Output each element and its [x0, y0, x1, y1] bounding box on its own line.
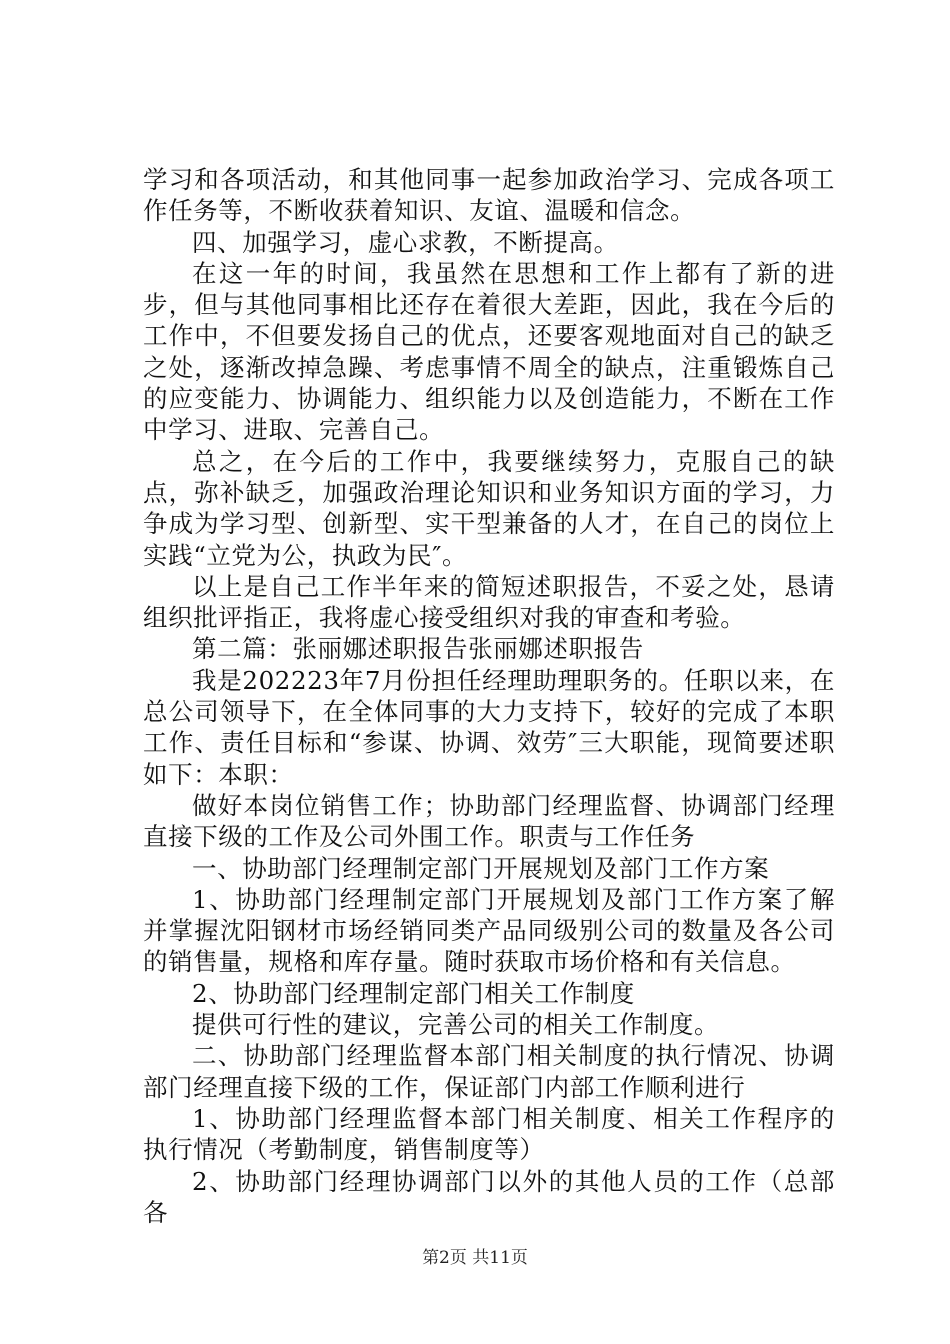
- paragraph: 1、协助部门经理制定部门开展规划及部门工作方案了解并掌握沈阳钢材市场经销同类产品同级别公司的数量及各公司的销售量，规格和库存量。随时获取市场价格和有关信息。: [143, 884, 835, 977]
- page-number-footer: 第2页 共11页: [422, 1248, 528, 1268]
- paragraph: 在这一年的时间，我虽然在思想和工作上都有了新的进步，但与其他同事相比还存在着很大差距，因此，我在今后的工作中，不但要发扬自己的优点，还要客观地面对自己的缺乏之处，逐渐改掉急躁、考虑事情不周全的缺点，注重锻炼自己的应变能力、协调能力、组织能力以及创造能力，不断在工作中学习、进取、完善自己。: [143, 258, 835, 445]
- section-heading: 四、加强学习，虚心求教，不断提高。: [192, 227, 619, 257]
- paragraph: 2、协助部门经理协调部门以外的其他人员的工作（总部各: [143, 1166, 835, 1227]
- chapter-heading: 第二篇：张丽娜述职报告张丽娜述职报告: [192, 634, 644, 664]
- paragraph: 总之，在今后的工作中，我要继续努力，克服自己的缺点，弥补缺乏，加强政治理论知识和业务知识方面的学习，力争成为学习型、创新型、实干型兼备的人才，在自己的岗位上实践“立党为公，执政为民″。: [143, 446, 835, 570]
- paragraph: 2、协助部门经理制定部门相关工作制度: [192, 978, 635, 1008]
- paragraph: 1、协助部门经理监督本部门相关制度、相关工作程序的执行情况（考勤制度，销售制度等）: [143, 1103, 835, 1165]
- paragraph: 以上是自己工作半年来的简短述职报告，不妥之处，恳请组织批评指正，我将虚心接受组织对我的审查和考验。: [143, 571, 835, 633]
- section-heading: 一、协助部门经理制定部门开展规划及部门工作方案: [192, 853, 770, 883]
- paragraph: 学习和各项活动，和其他同事一起参加政治学习、完成各项工作任务等，不断收获着知识、友谊、温暖和信念。: [143, 165, 835, 226]
- paragraph: 我是202223年7月份担任经理助理职务的。任职以来，在总公司领导下，在全体同事的大力支持下，较好的完成了本职工作、责任目标和“参谋、协调、效劳″三大职能，现简要述职如下：本职：: [143, 665, 835, 789]
- section-heading: 二、协助部门经理监督本部门相关制度的执行情况、协调部门经理直接下级的工作，保证部门内部工作顺利进行: [143, 1041, 835, 1102]
- document-body: [143, 164, 835, 1228]
- paragraph: 做好本岗位销售工作；协助部门经理监督、协调部门经理直接下级的工作及公司外围工作。职责与工作任务: [143, 790, 835, 852]
- paragraph: 提供可行性的建议，完善公司的相关工作制度。: [192, 1010, 720, 1040]
